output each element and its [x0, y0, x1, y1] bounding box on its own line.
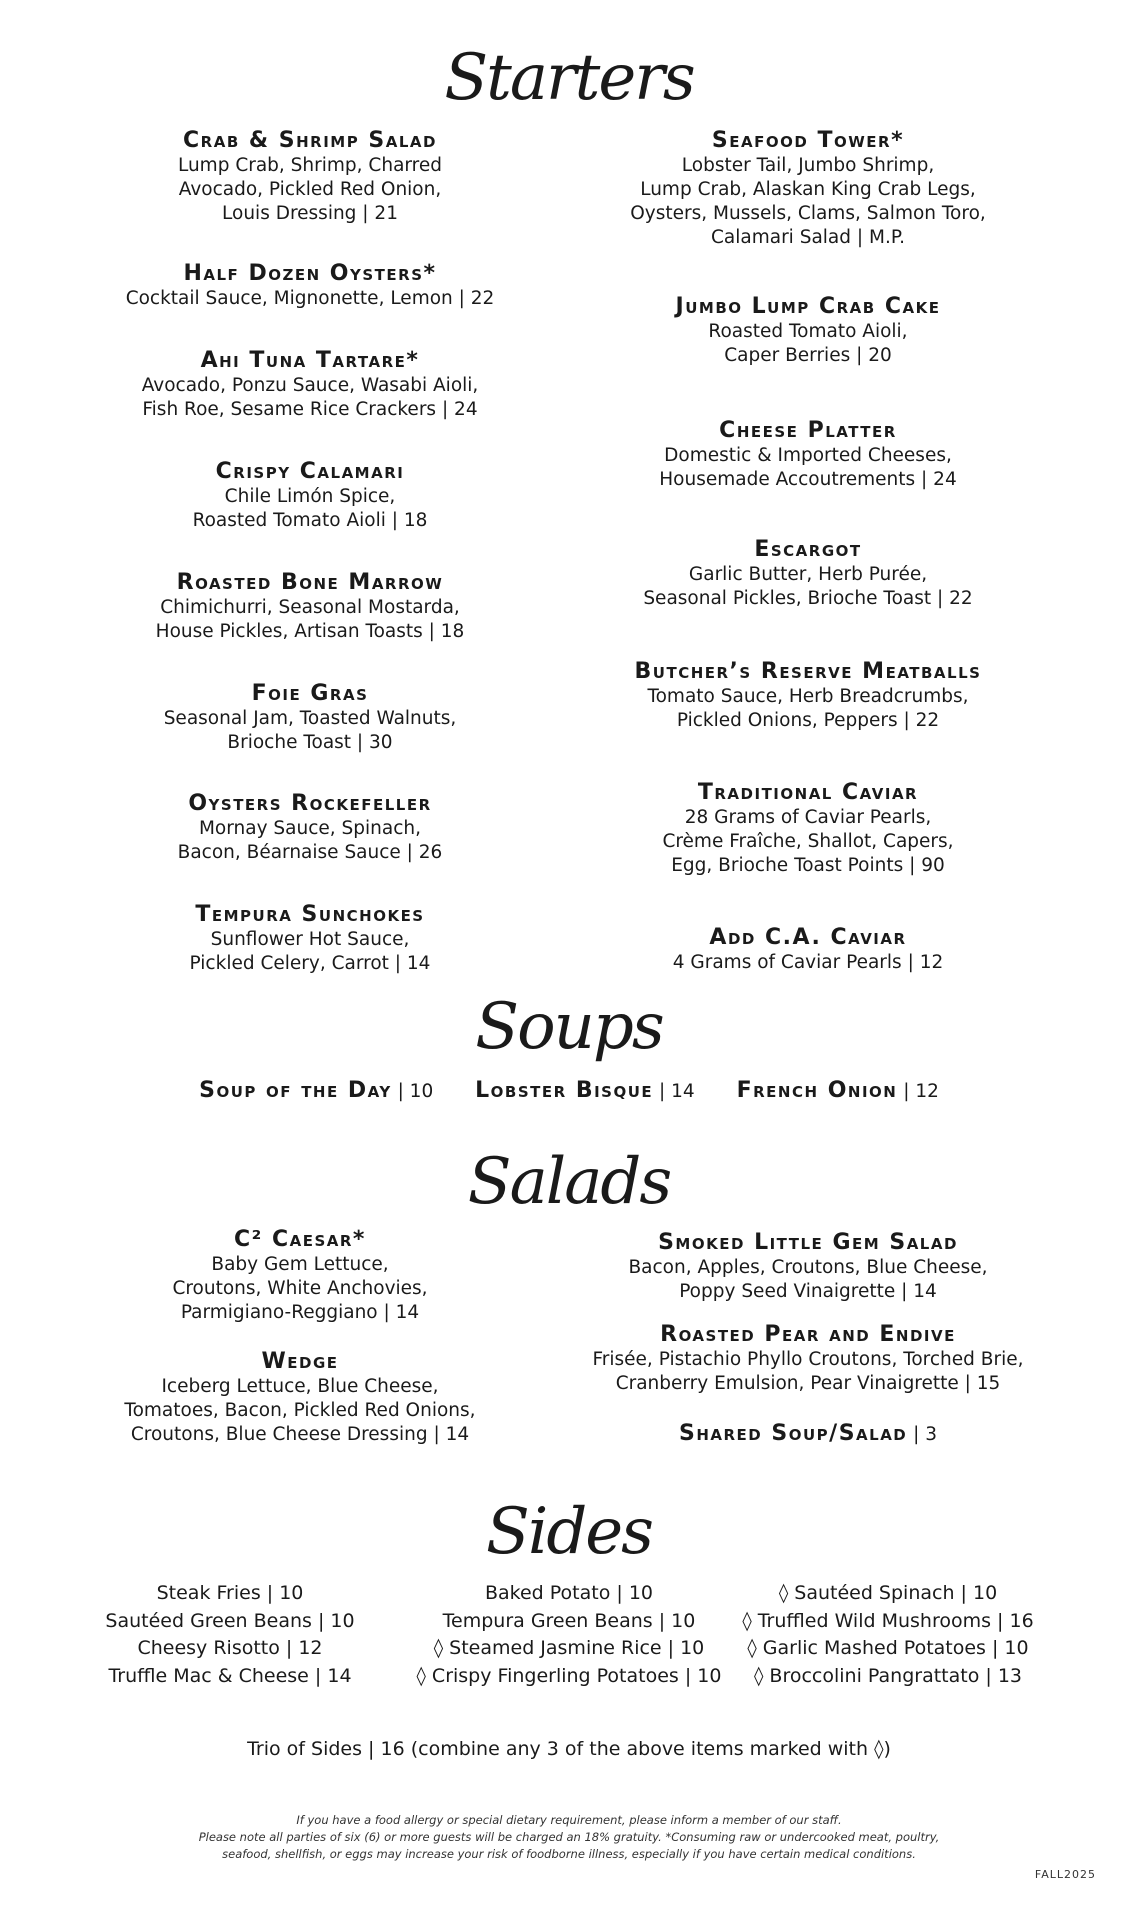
soup-item: [737, 1078, 939, 1104]
menu-item: [80, 681, 540, 755]
item-desc: House Pickles, Artisan Toasts | 18: [155, 621, 465, 642]
item-desc: Fish Roe, Sesame Rice Crackers | 24: [142, 399, 478, 420]
footer-notice: [0, 1812, 1138, 1863]
side-item: ◊ Truffled Wild Mushrooms | 16: [742, 1609, 1034, 1632]
item-name: Foie Gras: [251, 681, 369, 706]
item-name: Crab & Shrimp Salad: [183, 128, 437, 153]
item-name: Lobster Bisque: [475, 1078, 654, 1103]
item-desc: Poppy Seed Vinaigrette | 14: [679, 1281, 937, 1302]
item-desc: Bacon, Apples, Croutons, Blue Cheese,: [628, 1257, 988, 1278]
menu-item: [578, 537, 1038, 611]
item-name: Roasted Bone Marrow: [176, 570, 444, 595]
item-desc: Domestic & Imported Cheeses,: [664, 445, 952, 466]
item-name: French Onion: [736, 1078, 898, 1103]
item-desc: Mornay Sauce, Spinach,: [198, 818, 422, 839]
item-desc: Lump Crab, Shrimp, Charred: [177, 155, 443, 176]
item-desc: Pickled Celery, Carrot | 14: [189, 953, 431, 974]
item-desc: Garlic Butter, Herb Purée,: [688, 564, 928, 585]
item-desc: Seasonal Jam, Toasted Walnuts,: [163, 708, 457, 729]
item-name: Wedge: [261, 1349, 339, 1374]
menu-item: [80, 459, 540, 533]
item-desc: Frisée, Pistachio Phyllo Croutons, Torched Brie,: [592, 1349, 1024, 1370]
item-desc: Pickled Onions, Peppers | 22: [676, 710, 940, 731]
item-name: Ahi Tuna Tartare*: [200, 348, 420, 373]
item-desc: Roasted Tomato Aioli | 18: [192, 510, 428, 531]
menu-item: [578, 418, 1038, 492]
menu-item: [578, 294, 1038, 368]
side-item: Steak Fries | 10: [156, 1582, 304, 1604]
item-name: Shared Soup/Salad: [678, 1421, 908, 1446]
soup-item: [475, 1078, 695, 1104]
shared-soup-salad: [558, 1421, 1058, 1447]
side-item: ◊ Garlic Mashed Potatoes | 10: [747, 1637, 1029, 1659]
item-desc: 28 Grams of Caviar Pearls,: [684, 807, 932, 828]
item-desc: Caper Berries | 20: [724, 345, 892, 366]
item-desc: Bacon, Béarnaise Sauce | 26: [177, 842, 443, 863]
item-price: | 14: [653, 1081, 695, 1102]
item-desc: Cocktail Sauce, Mignonette, Lemon | 22: [125, 288, 495, 309]
item-desc: Lobster Tail, Jumbo Shrimp,: [681, 155, 935, 176]
item-desc: 4 Grams of Caviar Pearls | 12: [672, 952, 944, 973]
item-desc: Chile Limón Spice,: [224, 486, 396, 507]
allergy-notice: If you have a food allergy or special dietary requirement, please inform a member of our staff.: [296, 1813, 842, 1827]
item-desc: Crème Fraîche, Shallot, Capers,: [662, 831, 954, 852]
item-desc: Iceberg Lettuce, Blue Cheese,: [161, 1376, 439, 1397]
item-desc: Avocado, Pickled Red Onion,: [178, 179, 442, 200]
item-price: | 10: [391, 1081, 434, 1102]
item-name: Traditional Caviar: [697, 780, 919, 805]
menu-item: [578, 780, 1038, 878]
side-item: Truffle Mac & Cheese | 14: [108, 1664, 352, 1687]
item-desc: Avocado, Ponzu Sauce, Wasabi Aioli,: [141, 375, 479, 396]
menu-item: [80, 128, 540, 226]
item-name: Half Dozen Oysters*: [183, 261, 437, 286]
item-name: Smoked Little Gem Salad: [658, 1230, 958, 1255]
side-item: Sautéed Green Beans | 10: [105, 1609, 355, 1632]
sides-column-1: [100, 1580, 360, 1690]
item-desc: Seasonal Pickles, Brioche Toast | 22: [643, 588, 973, 609]
menu-item: [70, 1349, 530, 1447]
item-desc: Brioche Toast | 30: [227, 732, 393, 753]
trio-of-sides: Trio of Sides | 16 (combine any 3 of the above items marked with ◊): [247, 1738, 891, 1760]
item-desc: Cranberry Emulsion, Pear Vinaigrette | 15: [615, 1373, 1001, 1394]
gratuity-notice: Please note all parties of six (6) or more guests will be charged an 18% gratuity. *Consuming raw or undercooked meat, poultry,: [198, 1830, 940, 1844]
menu-item: [558, 1230, 1058, 1304]
item-name: Cheese Platter: [719, 418, 897, 443]
side-item: ◊ Steamed Jasmine Rice | 10: [433, 1637, 705, 1659]
item-price: | 12: [897, 1081, 939, 1102]
item-desc: Calamari Salad | M.P.: [710, 227, 905, 248]
item-desc: Oysters, Mussels, Clams, Salmon Toro,: [630, 203, 986, 224]
item-name: C² Caesar*: [234, 1227, 366, 1252]
menu-item: [578, 925, 1038, 975]
side-item: Baked Potato | 10: [484, 1582, 654, 1604]
side-item: Cheesy Risotto | 12: [137, 1637, 323, 1659]
item-name: Crispy Calamari: [215, 459, 405, 484]
item-desc: Croutons, White Anchovies,: [172, 1278, 428, 1299]
menu-item: [80, 570, 540, 644]
item-desc: Egg, Brioche Toast Points | 90: [671, 855, 945, 876]
item-name: Soup of the Day: [199, 1078, 392, 1103]
item-desc: Croutons, Blue Cheese Dressing | 14: [130, 1424, 470, 1445]
sides-title: Sides: [486, 1495, 652, 1569]
item-name: Add C.A. Caviar: [709, 925, 907, 950]
item-desc: Parmigiano-Reggiano | 14: [180, 1302, 420, 1323]
side-item: ◊ Broccolini Pangrattato | 13: [754, 1664, 1022, 1687]
item-name: Seafood Tower*: [711, 128, 905, 153]
item-name: Roasted Pear and Endive: [660, 1322, 956, 1347]
side-item: Tempura Green Beans | 10: [442, 1609, 696, 1632]
item-desc: Chimichurri, Seasonal Mostarda,: [160, 597, 460, 618]
starters-title: Starters: [444, 41, 694, 115]
menu-item: [80, 261, 540, 311]
salads-title: Salads: [467, 1145, 671, 1219]
menu-item: [70, 1227, 530, 1325]
soups-title: Soups: [475, 990, 663, 1064]
season-code: FALL2025: [1034, 1868, 1096, 1881]
sides-column-2: [404, 1580, 734, 1690]
health-notice: seafood, shellfish, or eggs may increase your risk of foodborne illness, especially if you have certain medical conditions.: [222, 1847, 916, 1861]
item-desc: Roasted Tomato Aioli,: [708, 321, 908, 342]
sides-column-3: [738, 1580, 1038, 1690]
menu-item: [80, 791, 540, 865]
menu-item: [80, 902, 540, 976]
menu-item: [558, 1322, 1058, 1396]
item-name: Escargot: [754, 537, 862, 562]
item-desc: Housemade Accoutrements | 24: [659, 469, 957, 490]
item-desc: Lump Crab, Alaskan King Crab Legs,: [640, 179, 976, 200]
soups-row: [0, 1078, 1138, 1104]
item-name: Butcher’s Reserve Meatballs: [634, 659, 982, 684]
item-desc: Louis Dressing | 21: [222, 203, 398, 224]
item-desc: Sunflower Hot Sauce,: [210, 929, 410, 950]
item-name: Tempura Sunchokes: [195, 902, 425, 927]
menu-item: [80, 348, 540, 422]
item-name: Jumbo Lump Crab Cake: [675, 294, 941, 319]
side-item: ◊ Sautéed Spinach | 10: [778, 1582, 998, 1604]
item-desc: Baby Gem Lettuce,: [211, 1254, 389, 1275]
item-desc: Tomatoes, Bacon, Pickled Red Onions,: [124, 1400, 476, 1421]
item-desc: Tomato Sauce, Herb Breadcrumbs,: [647, 686, 969, 707]
menu-item: [578, 659, 1038, 733]
item-name: Oysters Rockefeller: [188, 791, 432, 816]
side-item: ◊ Crispy Fingerling Potatoes | 10: [416, 1664, 722, 1687]
soup-item: [199, 1078, 433, 1104]
item-price: | 3: [907, 1424, 938, 1445]
menu-item: [578, 128, 1038, 250]
